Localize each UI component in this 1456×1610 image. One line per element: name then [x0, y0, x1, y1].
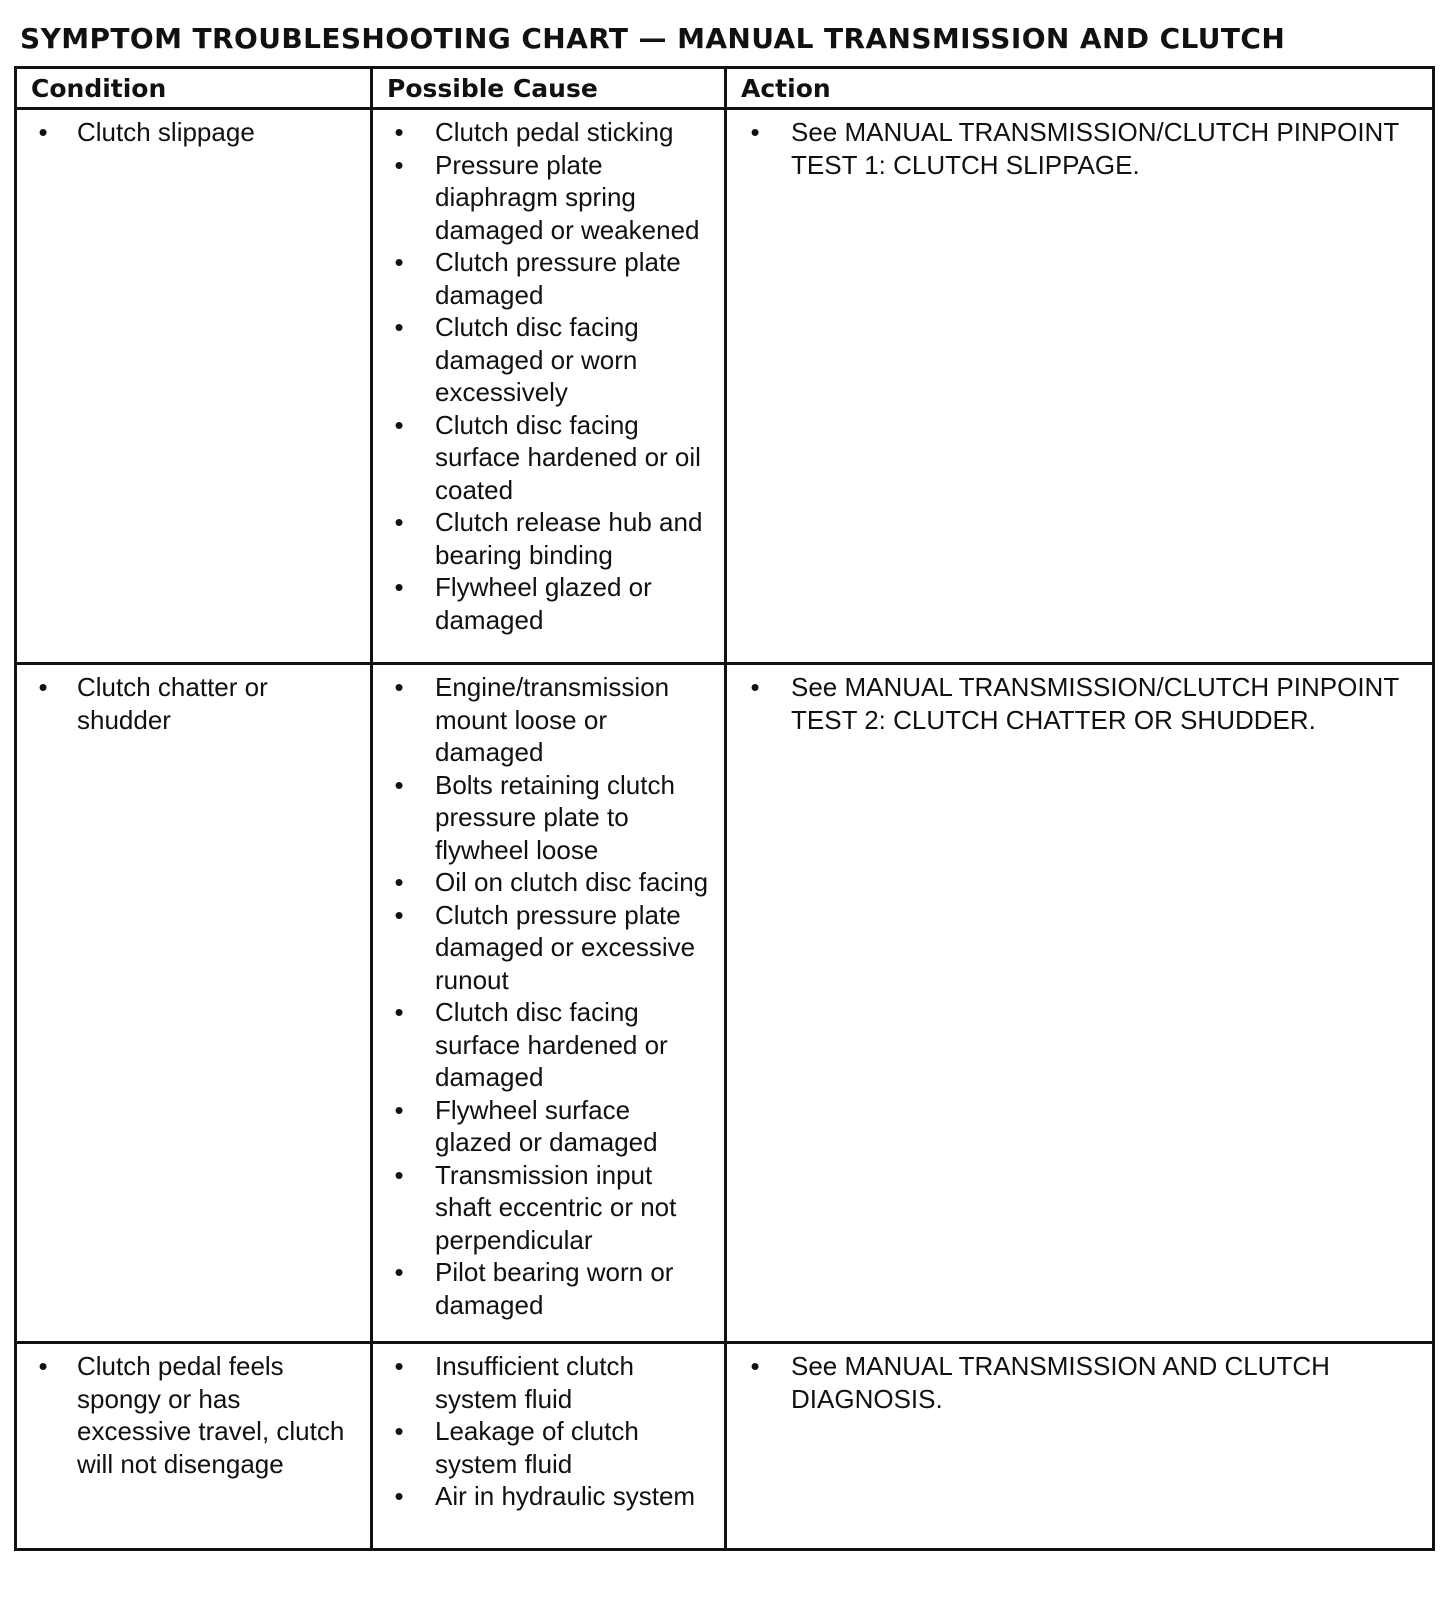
cause-item: [387, 996, 710, 1094]
cause-item: [387, 311, 710, 409]
bullet-icon: •: [394, 899, 404, 930]
cause-text: Clutch pressure plate damaged or excessive runout: [435, 899, 696, 995]
cause-text: Insufficient clutch system fluid: [435, 1351, 634, 1414]
bullet-icon: •: [38, 672, 48, 702]
bullet-icon: •: [394, 997, 404, 1027]
cause-text: Clutch disc facing surface hardened or damaged: [435, 997, 668, 1092]
possible-cause-cell: [372, 664, 726, 1343]
cause-item: [387, 149, 710, 247]
action-text: See MANUAL TRANSMISSION/CLUTCH PINPOINT TEST 2: CLUTCH CHATTER OR SHUDDER.: [791, 672, 1399, 735]
bullet-icon: •: [394, 769, 404, 800]
action-cell: [726, 664, 1434, 1343]
condition-item: [31, 1350, 356, 1480]
action-item: [741, 671, 1418, 736]
bullet-icon: •: [394, 409, 404, 440]
bullet-icon: •: [394, 312, 404, 342]
bullet-icon: •: [394, 1257, 404, 1287]
cause-text: Flywheel glazed or damaged: [435, 572, 652, 635]
cause-text: Clutch pedal sticking: [435, 117, 674, 147]
cause-item: [387, 769, 710, 867]
cause-text: Pilot bearing worn or damaged: [435, 1257, 674, 1320]
possible-cause-cell: [372, 109, 726, 664]
table-header-row: [16, 68, 1434, 109]
bullet-icon: •: [394, 1416, 404, 1446]
bullet-icon: •: [750, 672, 760, 702]
bullet-icon: •: [394, 149, 404, 180]
table-row: [16, 109, 1434, 664]
action-text: See MANUAL TRANSMISSION AND CLUTCH DIAGNOSIS.: [791, 1351, 1330, 1414]
action-cell: [726, 1343, 1434, 1550]
document-title: SYMPTOM TROUBLESHOOTING CHART — MANUAL TRANSMISSION AND CLUTCH: [20, 22, 1286, 55]
troubleshooting-table: [14, 66, 1435, 1551]
cause-item: [387, 1350, 710, 1415]
condition-text: Clutch pedal feels spongy or has excessive travel, clutch will not disengage: [77, 1351, 345, 1479]
cause-text: Transmission input shaft eccentric or not perpendicular: [435, 1159, 677, 1255]
cause-item: [387, 866, 710, 899]
column-header-action: Action: [726, 68, 1434, 109]
condition-cell: [16, 664, 372, 1343]
action-item: [741, 1350, 1418, 1415]
bullet-icon: •: [750, 1351, 760, 1381]
condition-item: [31, 116, 356, 149]
condition-cell: [16, 109, 372, 664]
cause-item: [387, 1256, 710, 1321]
condition-text: Clutch chatter or shudder: [77, 672, 268, 735]
bullet-icon: •: [394, 507, 404, 537]
cause-item: [387, 1480, 710, 1513]
bullet-icon: •: [394, 1481, 404, 1511]
cause-text: Clutch release hub and bearing binding: [435, 507, 703, 570]
bullet-icon: •: [394, 672, 404, 702]
cause-text: Flywheel surface glazed or damaged: [435, 1094, 658, 1157]
cause-text: Air in hydraulic system: [435, 1481, 696, 1511]
possible-cause-cell: [372, 1343, 726, 1550]
cause-text: Engine/transmission mount loose or damaged: [435, 672, 670, 767]
cause-text: Clutch disc facing surface hardened or oil coated: [435, 409, 701, 505]
action-cell: [726, 109, 1434, 664]
condition-text: Clutch slippage: [77, 117, 255, 147]
cause-item: [387, 506, 710, 571]
bullet-icon: •: [394, 1159, 404, 1190]
cause-text: Leakage of clutch system fluid: [435, 1416, 639, 1479]
cause-text: Bolts retaining clutch pressure plate to flywheel loose: [435, 769, 675, 865]
cause-item: [387, 571, 710, 636]
bullet-icon: •: [394, 117, 404, 147]
bullet-icon: •: [750, 117, 760, 147]
cause-item: [387, 1094, 710, 1159]
column-header-possible-cause: Possible Cause: [372, 68, 726, 109]
cause-text: Clutch disc facing damaged or worn excessively: [435, 312, 639, 407]
table-row: [16, 664, 1434, 1343]
cause-item: [387, 1415, 710, 1480]
cause-item: [387, 116, 710, 149]
table-row: [16, 1343, 1434, 1550]
cause-item: [387, 246, 710, 311]
cause-item: [387, 409, 710, 507]
bullet-icon: •: [394, 572, 404, 602]
cause-text: Clutch pressure plate damaged: [435, 247, 681, 310]
bullet-icon: •: [38, 117, 48, 147]
cause-item: [387, 671, 710, 769]
bullet-icon: •: [394, 1094, 404, 1125]
condition-cell: [16, 1343, 372, 1550]
action-text: See MANUAL TRANSMISSION/CLUTCH PINPOINT TEST 1: CLUTCH SLIPPAGE.: [791, 117, 1399, 180]
condition-item: [31, 671, 356, 736]
action-item: [741, 116, 1418, 181]
column-header-condition: Condition: [16, 68, 372, 109]
cause-item: [387, 899, 710, 997]
cause-text: Pressure plate diaphragm spring damaged or weakened: [435, 149, 700, 245]
bullet-icon: •: [38, 1351, 48, 1381]
bullet-icon: •: [394, 247, 404, 277]
bullet-icon: •: [394, 1351, 404, 1381]
cause-item: [387, 1159, 710, 1257]
bullet-icon: •: [394, 867, 404, 897]
cause-text: Oil on clutch disc facing: [435, 867, 709, 897]
